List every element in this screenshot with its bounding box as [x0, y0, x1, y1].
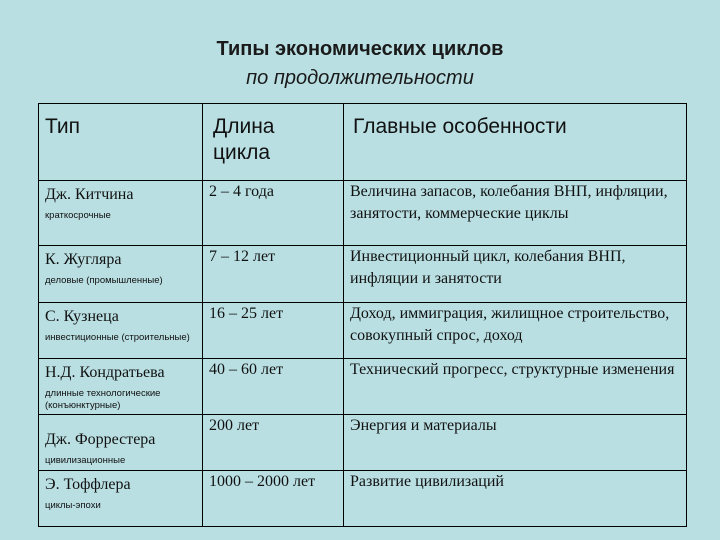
cycle-features: Технический прогресс, структурные изменения	[344, 359, 687, 415]
cycle-name: Дж. Форрестера	[45, 431, 156, 448]
cycle-features: Энергия и материалы	[344, 415, 687, 471]
cycle-features: Величина запасов, колебания ВНП, инфляции, занятости, коммерческие циклы	[344, 181, 687, 246]
cycle-features: Доход, иммиграция, жилищное строительство, совокупный спрос, доход	[344, 303, 687, 359]
table-row	[39, 415, 687, 471]
cycle-length: 40 – 60 лет	[203, 359, 344, 415]
cycle-features: Инвестиционный цикл, колебания ВНП, инфляции и занятости	[344, 246, 687, 303]
header-type: Тип	[39, 104, 203, 181]
cycle-subtitle: циклы-эпохи	[45, 500, 101, 511]
cycle-length: 16 – 25 лет	[203, 303, 344, 359]
table-row	[39, 359, 687, 415]
cycle-name: С. Кузнеца	[45, 308, 119, 325]
cycle-length: 2 – 4 года	[203, 181, 344, 246]
cycle-length: 200 лет	[203, 415, 344, 471]
title-subtitle: по продолжительности	[246, 67, 474, 89]
table-row	[39, 246, 687, 303]
header-features: Главные особенности	[344, 104, 687, 181]
cycle-name: Н.Д. Кондратьева	[45, 364, 165, 381]
slide-title	[0, 38, 720, 90]
cycle-name: Дж. Китчина	[45, 186, 134, 203]
header-length: Длина цикла	[203, 104, 344, 181]
cycle-length: 7 – 12 лет	[203, 246, 344, 303]
cycle-features: Развитие цивилизаций	[344, 471, 687, 527]
cycle-type-cell	[39, 246, 203, 303]
cycle-name: Э. Тоффлера	[45, 476, 131, 493]
table-row	[39, 303, 687, 359]
cycle-length: 1000 – 2000 лет	[203, 471, 344, 527]
cycle-subtitle: деловые (промышленные)	[45, 275, 163, 286]
title-main: Типы экономических циклов	[216, 38, 504, 60]
cycle-subtitle: цивилизационные	[45, 455, 126, 466]
cycle-type-cell	[39, 181, 203, 246]
table-row	[39, 471, 687, 527]
cycle-type-cell	[39, 415, 203, 471]
cycle-subtitle: краткосрочные	[45, 210, 111, 221]
cycle-type-cell	[39, 359, 203, 415]
cycle-type-cell	[39, 471, 203, 527]
cycle-subtitle: длинные технологические (конъюнктурные)	[45, 388, 161, 411]
cycles-table	[38, 103, 687, 527]
cycle-type-cell	[39, 303, 203, 359]
cycle-subtitle: инвестиционные (строительные)	[45, 332, 190, 343]
table-row	[39, 181, 687, 246]
cycle-name: К. Жугляра	[45, 251, 122, 268]
table-header-row	[39, 104, 687, 181]
